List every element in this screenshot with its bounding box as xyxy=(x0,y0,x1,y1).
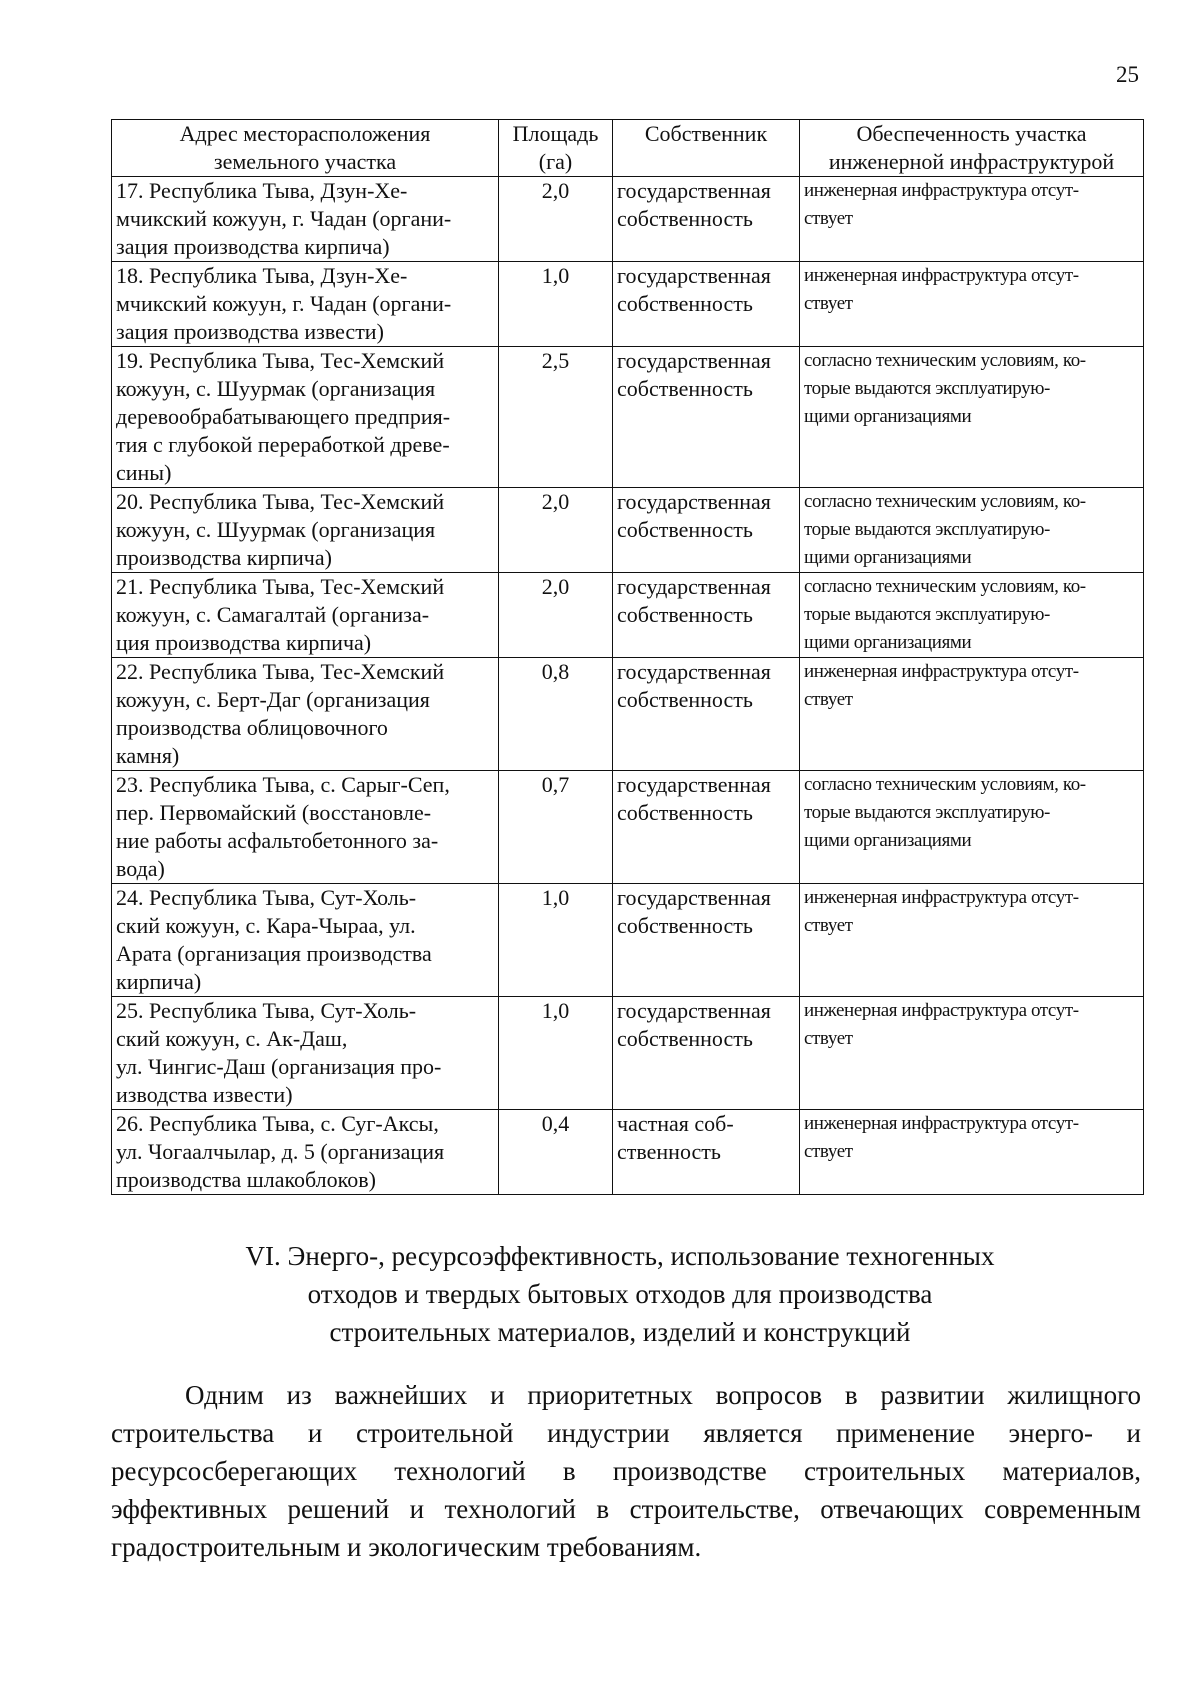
owner-cell-line: государственная xyxy=(617,489,771,514)
header-address-line: земельного участка xyxy=(213,149,397,174)
infrastructure-cell-line: щими организациями xyxy=(804,830,972,851)
table-row xyxy=(112,1110,1144,1195)
infrastructure-cell xyxy=(800,771,1144,884)
infrastructure-cell-line: согласно техническим условиям, ко- xyxy=(804,350,1086,371)
header-address xyxy=(112,120,499,177)
address-cell xyxy=(112,1110,499,1195)
address-cell-line: тия с глубокой переработкой древе- xyxy=(116,432,450,457)
address-cell-line: деревообрабатывающего предприя- xyxy=(116,404,451,429)
table-row xyxy=(112,488,1144,573)
owner-cell xyxy=(613,658,800,771)
owner-cell-line: ственность xyxy=(617,1139,721,1164)
address-cell-line: производства облицовочного xyxy=(116,715,388,740)
area-cell: 0,8 xyxy=(499,658,613,771)
table-row xyxy=(112,771,1144,884)
owner-cell xyxy=(613,997,800,1110)
infrastructure-cell xyxy=(800,658,1144,771)
owner-cell-line: государственная xyxy=(617,178,771,203)
infrastructure-cell-line: щими организациями xyxy=(804,406,972,427)
address-cell-line: мчикский кожуун, г. Чадан (органи- xyxy=(116,291,452,316)
owner-cell-line: государственная xyxy=(617,659,771,684)
owner-cell-line: частная соб- xyxy=(617,1111,734,1136)
header-infrastructure xyxy=(800,120,1144,177)
infrastructure-cell xyxy=(800,1110,1144,1195)
area-cell: 2,0 xyxy=(499,177,613,262)
owner-cell xyxy=(613,347,800,488)
infrastructure-cell-line: ствует xyxy=(804,915,853,936)
address-cell xyxy=(112,488,499,573)
header-owner-line: Собственник xyxy=(644,121,768,146)
area-cell: 0,7 xyxy=(499,771,613,884)
address-cell-line: производства кирпича) xyxy=(116,545,332,570)
address-cell xyxy=(112,771,499,884)
infrastructure-cell-line: инженерная инфраструктура отсут- xyxy=(804,1113,1079,1134)
infrastructure-cell-line: согласно техническим условиям, ко- xyxy=(804,491,1086,512)
address-cell xyxy=(112,573,499,658)
address-cell-line: ние работы асфальтобетонного за- xyxy=(116,828,439,853)
area-cell: 0,4 xyxy=(499,1110,613,1195)
address-cell-line: 18. Республика Тыва, Дзун-Хе- xyxy=(116,263,408,288)
infrastructure-cell-line: ствует xyxy=(804,1028,853,1049)
owner-cell xyxy=(613,573,800,658)
infrastructure-cell-line: торые выдаются эксплуатирую- xyxy=(804,802,1050,823)
address-cell-line: ул. Чогаалчылар, д. 5 (организация xyxy=(116,1139,445,1164)
address-cell xyxy=(112,347,499,488)
owner-cell xyxy=(613,1110,800,1195)
address-cell xyxy=(112,177,499,262)
address-cell-line: 22. Республика Тыва, Тес-Хемский xyxy=(116,659,445,684)
owner-cell xyxy=(613,262,800,347)
address-cell-line: 24. Республика Тыва, Сут-Холь- xyxy=(116,885,417,910)
address-cell-line: производства шлакоблоков) xyxy=(116,1167,376,1192)
header-area xyxy=(499,120,613,177)
address-cell-line: ул. Чингис-Даш (организация про- xyxy=(116,1054,442,1079)
owner-cell-line: государственная xyxy=(617,574,771,599)
table-row xyxy=(112,658,1144,771)
infrastructure-cell xyxy=(800,488,1144,573)
owner-cell xyxy=(613,488,800,573)
area-cell: 1,0 xyxy=(499,997,613,1110)
address-cell-line: ция производства кирпича) xyxy=(116,630,372,655)
address-cell-line: изводства извести) xyxy=(116,1082,293,1107)
infrastructure-cell-line: ствует xyxy=(804,208,853,229)
infrastructure-cell-line: щими организациями xyxy=(804,547,972,568)
section-heading-line: отходов и твердых бытовых отходов для производства xyxy=(307,1279,933,1309)
owner-cell-line: собственность xyxy=(617,376,753,401)
infrastructure-cell-line: инженерная инфраструктура отсут- xyxy=(804,265,1079,286)
infrastructure-cell xyxy=(800,262,1144,347)
infrastructure-cell-line: согласно техническим условиям, ко- xyxy=(804,576,1086,597)
owner-cell-line: государственная xyxy=(617,998,771,1023)
infrastructure-cell-line: инженерная инфраструктура отсут- xyxy=(804,661,1079,682)
address-cell xyxy=(112,658,499,771)
owner-cell xyxy=(613,884,800,997)
infrastructure-cell-line: торые выдаются эксплуатирую- xyxy=(804,604,1050,625)
infrastructure-cell-line: торые выдаются эксплуатирую- xyxy=(804,519,1050,540)
owner-cell-line: собственность xyxy=(617,602,753,627)
body-paragraph: Одним из важнейших и приоритетных вопросов в развитии жилищного строительства и строительной индустрии является применение энерго- и ресурсосберегающих технологий в производстве строительных материалов, эффективных решений и технологий в строительстве, отвечающих современным градостроительным и экологическим требованиям. xyxy=(111,1380,1141,1562)
address-cell-line: ский кожуун, с. Кара-Чыраа, ул. xyxy=(116,913,416,938)
address-cell-line: пер. Первомайский (восстановле- xyxy=(116,800,432,825)
infrastructure-cell xyxy=(800,884,1144,997)
header-infrastructure-line: Обеспеченность участка xyxy=(856,121,1087,146)
area-cell: 1,0 xyxy=(499,884,613,997)
table-row xyxy=(112,884,1144,997)
address-cell-line: кожуун, с. Самагалтай (организа- xyxy=(116,602,430,627)
address-cell xyxy=(112,262,499,347)
address-cell-line: кожуун, с. Шуурмак (организация xyxy=(116,376,436,401)
address-cell xyxy=(112,884,499,997)
address-cell-line: 19. Республика Тыва, Тес-Хемский xyxy=(116,348,445,373)
infrastructure-cell-line: инженерная инфраструктура отсут- xyxy=(804,180,1079,201)
page-number: 25 xyxy=(1116,62,1139,87)
owner-cell-line: собственность xyxy=(617,291,753,316)
infrastructure-cell-line: ствует xyxy=(804,1141,853,1162)
table-header-row xyxy=(112,120,1144,177)
infrastructure-cell xyxy=(800,573,1144,658)
owner-cell-line: государственная xyxy=(617,263,771,288)
section-heading-line: VI. Энерго-, ресурсоэффективность, использование техногенных xyxy=(245,1241,995,1271)
land-plots-table xyxy=(111,119,1144,1195)
infrastructure-cell xyxy=(800,177,1144,262)
table-body xyxy=(112,177,1144,1195)
owner-cell-line: собственность xyxy=(617,517,753,542)
owner-cell-line: собственность xyxy=(617,800,753,825)
table-row xyxy=(112,262,1144,347)
address-cell-line: кирпича) xyxy=(116,969,202,994)
area-cell: 2,5 xyxy=(499,347,613,488)
owner-cell-line: собственность xyxy=(617,206,753,231)
owner-cell-line: собственность xyxy=(617,913,753,938)
header-address-line: Адрес месторасположения xyxy=(179,121,431,146)
infrastructure-cell-line: инженерная инфраструктура отсут- xyxy=(804,887,1079,908)
owner-cell-line: государственная xyxy=(617,885,771,910)
infrastructure-cell-line: инженерная инфраструктура отсут- xyxy=(804,1000,1079,1021)
address-cell-line: мчикский кожуун, г. Чадан (органи- xyxy=(116,206,452,231)
address-cell xyxy=(112,997,499,1110)
address-cell-line: зация производства извести) xyxy=(116,319,384,344)
address-cell-line: 20. Республика Тыва, Тес-Хемский xyxy=(116,489,445,514)
area-cell: 2,0 xyxy=(499,488,613,573)
infrastructure-cell-line: ствует xyxy=(804,293,853,314)
infrastructure-cell xyxy=(800,347,1144,488)
address-cell-line: кожуун, с. Берт-Даг (организация xyxy=(116,687,430,712)
owner-cell xyxy=(613,177,800,262)
owner-cell-line: государственная xyxy=(617,348,771,373)
header-owner xyxy=(613,120,800,177)
address-cell-line: 23. Республика Тыва, с. Сарыг-Сеп, xyxy=(116,772,450,797)
table-row xyxy=(112,347,1144,488)
address-cell-line: Арата (организация производства xyxy=(116,941,432,966)
infrastructure-cell xyxy=(800,997,1144,1110)
table-row xyxy=(112,177,1144,262)
address-cell-line: вода) xyxy=(116,856,165,881)
header-infrastructure-line: инженерной инфраструктурой xyxy=(828,149,1115,174)
address-cell-line: камня) xyxy=(116,743,180,768)
section-heading-line: строительных материалов, изделий и конструкций xyxy=(329,1317,911,1347)
table-row xyxy=(112,573,1144,658)
owner-cell-line: собственность xyxy=(617,1026,753,1051)
address-cell-line: кожуун, с. Шуурмак (организация xyxy=(116,517,436,542)
address-cell-line: 17. Республика Тыва, Дзун-Хе- xyxy=(116,178,408,203)
section-heading xyxy=(100,1237,1140,1351)
header-area-line: (га) xyxy=(538,149,573,174)
address-cell-line: 26. Республика Тыва, с. Суг-Аксы, xyxy=(116,1111,439,1136)
header-area-line: Площадь xyxy=(512,121,599,146)
owner-cell-line: государственная xyxy=(617,772,771,797)
owner-cell-line: собственность xyxy=(617,687,753,712)
area-cell: 2,0 xyxy=(499,573,613,658)
address-cell-line: 21. Республика Тыва, Тес-Хемский xyxy=(116,574,445,599)
area-cell: 1,0 xyxy=(499,262,613,347)
address-cell-line: ский кожуун, с. Ак-Даш, xyxy=(116,1026,348,1051)
owner-cell xyxy=(613,771,800,884)
table-row xyxy=(112,997,1144,1110)
infrastructure-cell-line: ствует xyxy=(804,689,853,710)
infrastructure-cell-line: торые выдаются эксплуатирую- xyxy=(804,378,1050,399)
infrastructure-cell-line: согласно техническим условиям, ко- xyxy=(804,774,1086,795)
infrastructure-cell-line: щими организациями xyxy=(804,632,972,653)
address-cell-line: зация производства кирпича) xyxy=(116,234,390,259)
address-cell-line: 25. Республика Тыва, Сут-Холь- xyxy=(116,998,417,1023)
address-cell-line: сины) xyxy=(116,460,172,485)
